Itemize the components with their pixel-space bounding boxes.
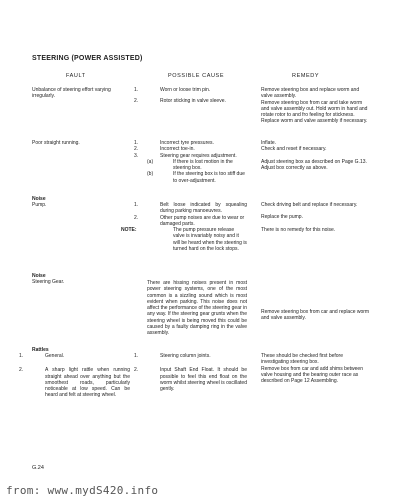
remedy-noise-gear: Remove steering box from car and replace worm and valve assembly. [261,309,370,322]
fault-unbalance: Unbalance of steering effort varying irregularly. [32,87,111,100]
remedy-poor-straight [261,140,371,171]
header-fault: FAULT [66,73,86,79]
cause-text: Worn or loose trim pin. [160,87,211,93]
source-watermark: from: www.mydS420.info [6,484,159,497]
fault-text: A sharp light rattle when running straight ahead over anything but the smoothest roads, particularly noticeable at low speed. Can be heard and felt at steering wheel. [45,367,130,399]
remedy-text: Check and reset if necessary. [261,146,327,153]
fault-poor-straight: Poor straight running. [32,140,80,146]
remedy-text: Remove steering box from car and take worm and valve assembly out. Hold worm in hand and rotate rotor to and fro feeling for stickness. Replace worm and valve assembly if necessary. [261,99,368,125]
cause-number: 2. [134,98,139,105]
page-number: G.24 [32,465,44,471]
fault-number: 1. [19,353,24,359]
fault-text: General. [45,353,65,359]
fault-noise-pump: Pump. [32,202,47,208]
cause-number: 1. [134,353,139,359]
remedy-text: Adjust box correctly as above. [261,164,328,171]
remedy-text: There is no remedy for this noise. [261,226,336,233]
subcause-letter: (b) [147,171,154,178]
header-remedy: REMEDY [292,73,320,79]
subcause-text: If the steering box is too stiff due to over-adjustment. [173,171,245,184]
cause-number: 1. [134,87,139,93]
remedy-text: Adjust steering box as described on Page G.13. [261,158,367,165]
cause-unbalance [134,87,247,105]
cause-text: Rotor sticking in valve sleeve. [160,98,226,105]
page-title: STEERING (POWER ASSISTED) [32,55,143,62]
note-label: NOTE: [121,227,137,234]
cause-text: Other pump noises are due to wear or damaged parts. [160,214,245,227]
cause-text: Incorrect tyre pressures. [160,140,214,146]
cause-noise-gear: There are hissing noises present in most power steering systems, one of the most common is a sizzling sound which is most evident when parking. This noise does not affect the performance of the steering gear in any way. If the steering gear grunts when the steering wheel is being moved this could be caused by a faulty damping ring in the valve assembly. [147,280,247,337]
fault-noise-gear: Steering Gear. [32,279,65,285]
section-heading-noise: Noise [32,273,46,279]
cause-text: Incorrect toe-in. [160,146,195,153]
fault-rattles [19,353,130,399]
subcause-letter: (a) [147,158,154,165]
remedy-text: Remove box from car and add shims between valve housing and the bearing outer race as described on Page 12 Assembling. [261,365,363,385]
remedy-rattles [261,353,371,384]
remedy-text: Inflate. [261,140,277,146]
cause-text: Belt loose indicated by squealing during parking manoeuvres. [160,202,247,215]
remedy-text: Check driving belt and replace if necessary. [261,202,358,208]
cause-rattles [134,353,247,393]
remedy-text: Remove steering box and replace worm and valve assembly. [261,87,360,100]
section-heading-rattles: Rattles [32,347,49,353]
header-cause: POSSIBLE CAUSE [168,73,225,79]
cause-noise-pump [121,202,247,253]
note-text: The pump pressure release valve is invariably noisy and it will be heard when the steering is turned hard on the lock stops. [173,227,247,253]
remedy-text: These should be checked first before investigating steering box. [261,353,343,366]
subcause-text: If there is lost motion in the steering box. [173,158,233,172]
cause-number: 2. [134,367,139,374]
cause-number: 2. [134,214,139,221]
cause-number: 1. [134,140,139,146]
cause-number: 1. [134,202,139,208]
remedy-noise-pump [261,202,371,233]
cause-number: 2. [134,146,139,153]
cause-text: Steering gear requires adjustment. [160,152,237,159]
fault-number: 2. [19,367,24,374]
cause-poor-straight [134,140,247,184]
remedy-text: Replace the pump. [261,214,303,221]
cause-number: 3. [134,152,139,159]
section-heading-noise: Noise [32,196,46,202]
cause-text: Steering column joints. [160,353,211,359]
remedy-unbalance [261,87,371,125]
cause-text: Input Shaft End Float. It should be possible to feel this end float on the worm whilst steering wheel is oscillated gently. [160,367,247,393]
